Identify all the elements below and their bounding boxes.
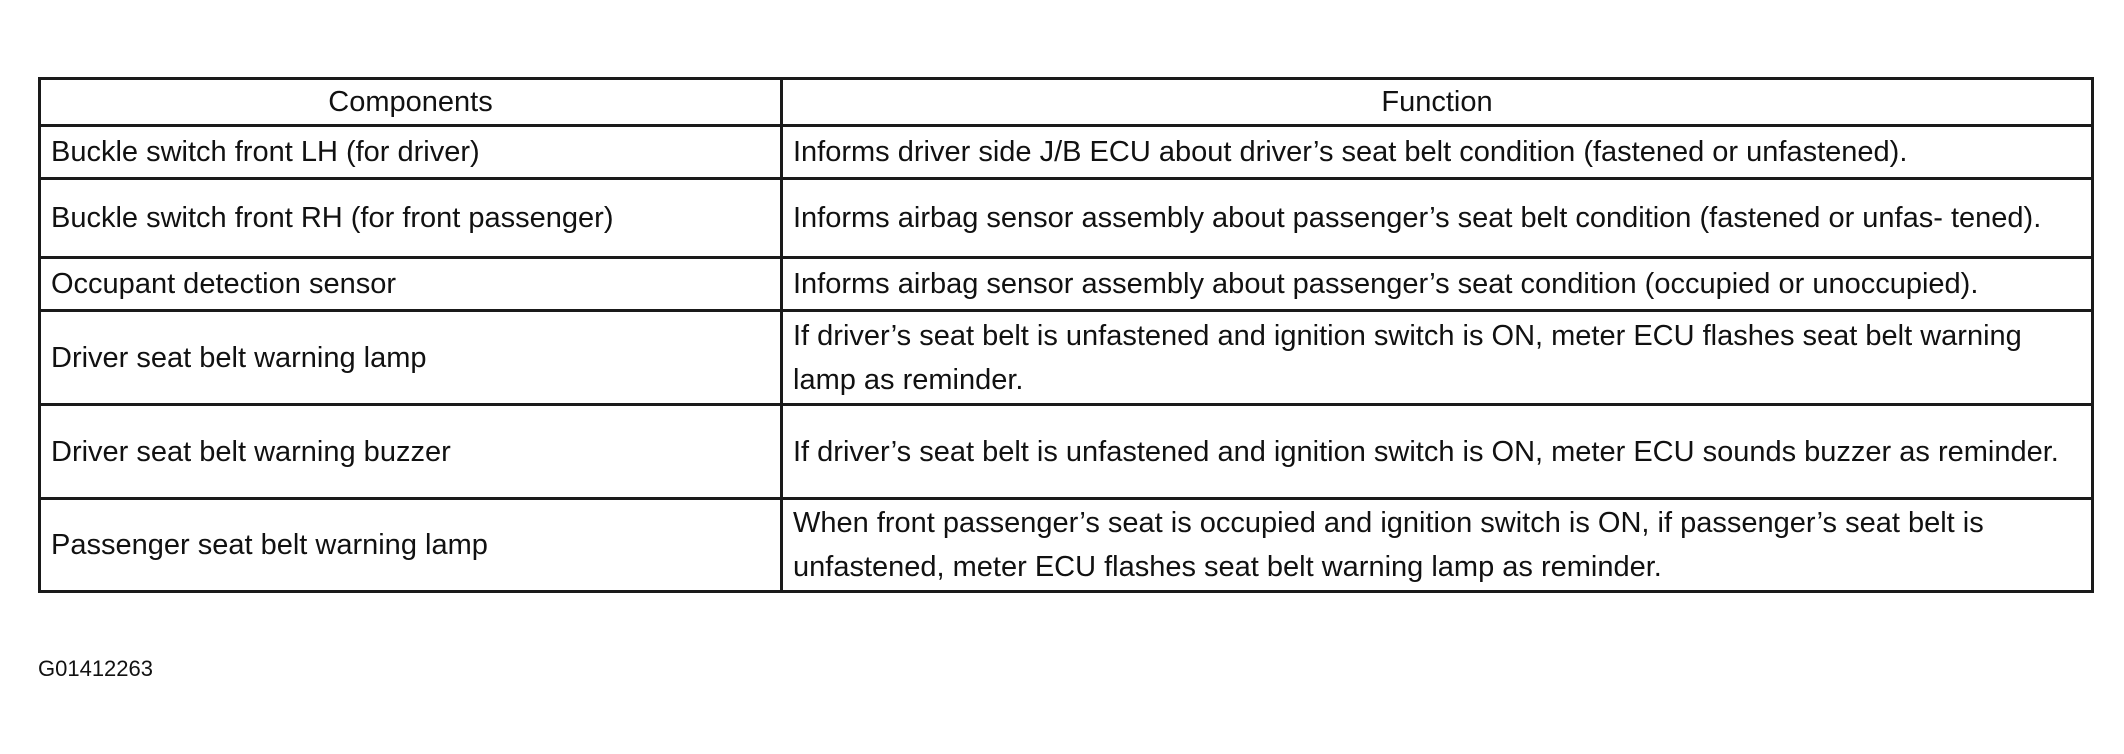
table-row [40, 126, 2093, 179]
table-row [40, 499, 2093, 592]
table-header-row [40, 79, 2093, 126]
function-cell: If driver’s seat belt is unfastened and ignition switch is ON, meter ECU flashes seat belt warning lamp as reminder. [782, 311, 2093, 405]
function-cell: Informs driver side J/B ECU about driver’s seat belt condition (fastened or unfastened). [782, 126, 2093, 179]
function-cell: Informs airbag sensor assembly about passenger’s seat condition (occupied or unoccupied). [782, 258, 2093, 311]
component-cell: Buckle switch front RH (for front passenger) [40, 179, 782, 258]
function-cell: Informs airbag sensor assembly about passenger’s seat belt condition (fastened or unfas- tened). [782, 179, 2093, 258]
component-cell: Passenger seat belt warning lamp [40, 499, 782, 592]
component-cell: Buckle switch front LH (for driver) [40, 126, 782, 179]
table-row [40, 258, 2093, 311]
header-components: Components [40, 79, 782, 126]
table-row [40, 311, 2093, 405]
function-cell: If driver’s seat belt is unfastened and ignition switch is ON, meter ECU sounds buzzer as reminder. [782, 405, 2093, 499]
function-cell: When front passenger’s seat is occupied and ignition switch is ON, if passenger’s seat belt is unfastened, meter ECU flashes seat belt warning lamp as reminder. [782, 499, 2093, 592]
component-cell: Occupant detection sensor [40, 258, 782, 311]
component-cell: Driver seat belt warning lamp [40, 311, 782, 405]
figure-code: G01412263 [38, 656, 153, 681]
table-row [40, 179, 2093, 258]
components-function-table-container [38, 77, 2091, 593]
header-function: Function [782, 79, 2093, 126]
component-cell: Driver seat belt warning buzzer [40, 405, 782, 499]
table-row [40, 405, 2093, 499]
components-function-table [38, 77, 2094, 593]
